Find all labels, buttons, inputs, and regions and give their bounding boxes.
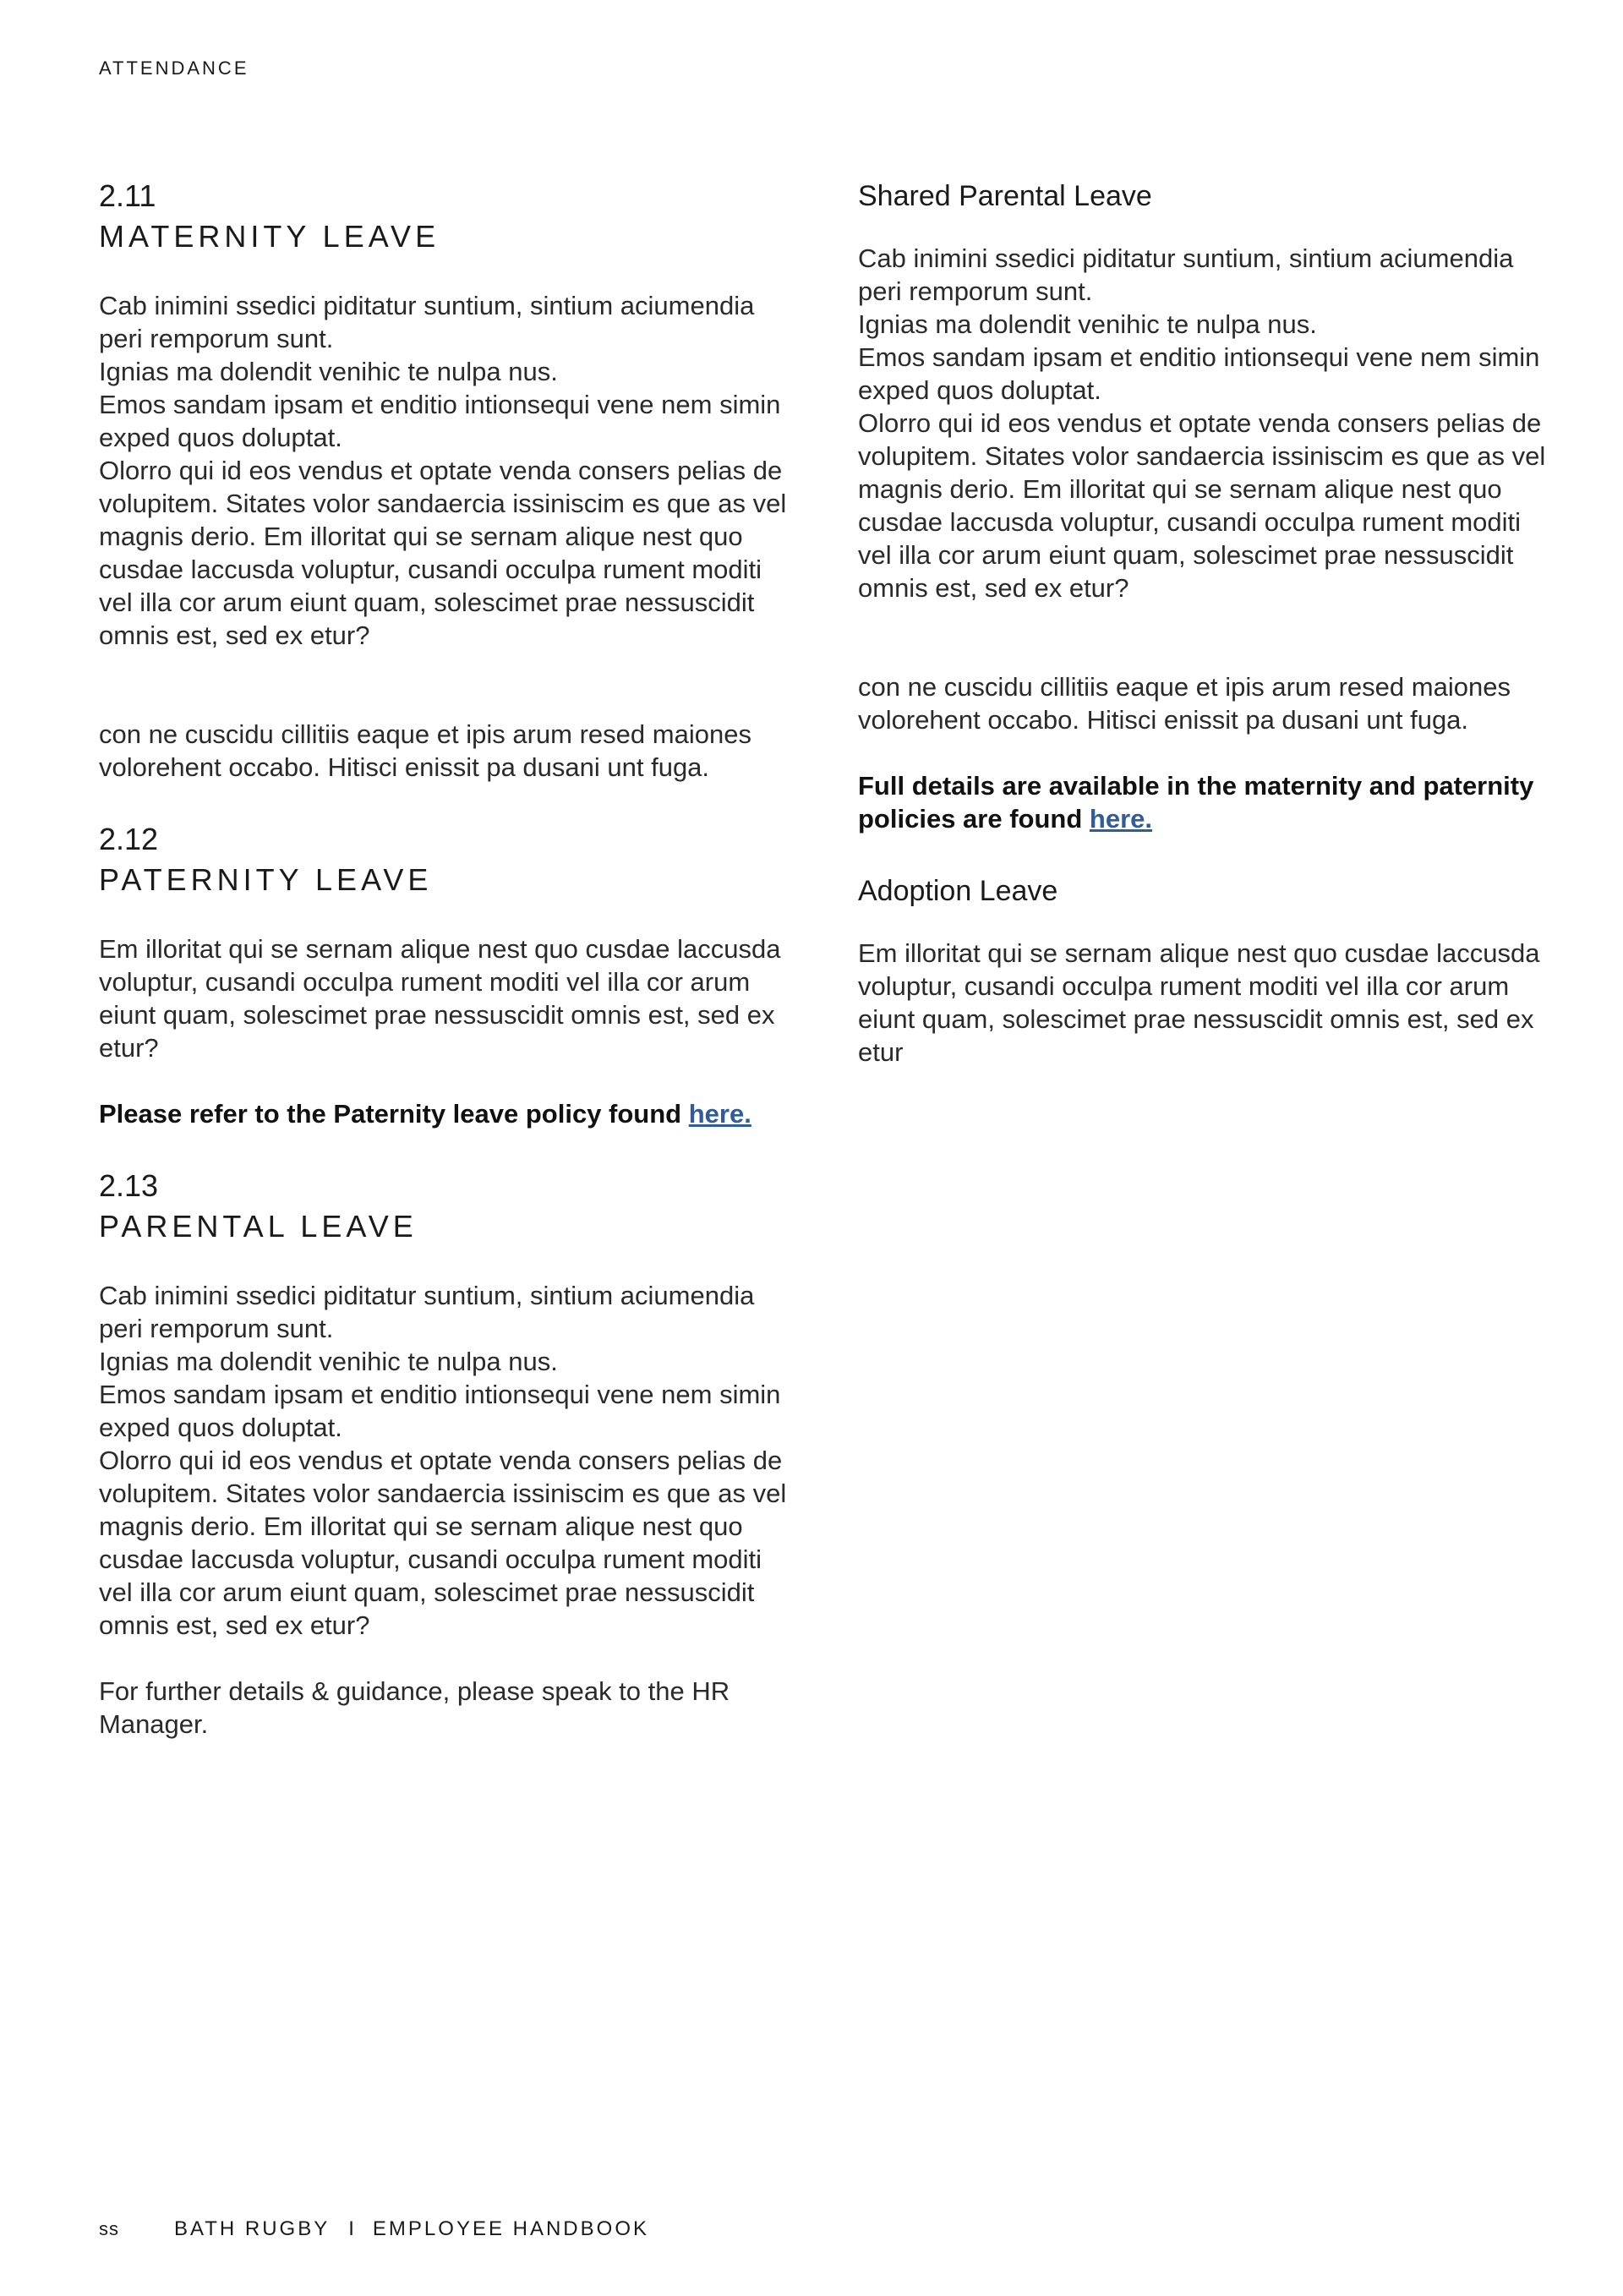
section-adoption-leave [858, 871, 1551, 1069]
section-number: 2.11 [99, 178, 156, 213]
section-parental-leave [99, 1166, 792, 1741]
policy-note-text: Full details are available in the maternity and paternity policies are found [858, 771, 1534, 834]
maternity-paternity-policy-link[interactable]: here. [1089, 804, 1153, 834]
section-shared-parental-leave [858, 176, 1551, 835]
body-paragraph: con ne cuscidu cillitiis eaque et ipis arum resed maiones volorehent occabo. Hitisci enissit pa dusani unt fuga. [858, 672, 1511, 735]
policy-note [99, 1097, 792, 1130]
body-line: Emos sandam ipsam et enditio intionsequi vene nem simin exped quos doluptat. [99, 390, 781, 452]
body-line: Olorro qui id eos vendus et optate venda consers pelias de volupitem. Sitates volor sandaercia issiniscim es que as vel magnis derio. Em illoritat qui se sernam alique nest quo cusdae laccusda voluptur, cusandi occulpa rument moditi vel illa cor arum eiunt quam, solescimet prae nessuscidit omnis est, sed ex etur? [858, 408, 1546, 603]
body-paragraph: Em illoritat qui se sernam alique nest quo cusdae laccusda voluptur, cusandi occulpa rument moditi vel illa cor arum eiunt quam, solescimet prae nessuscidit omnis est, sed ex etur? [99, 934, 781, 1063]
paternity-policy-link[interactable]: here. [688, 1099, 751, 1129]
running-header: ATTENDANCE [99, 57, 249, 79]
section-title: PATERNITY LEAVE [99, 862, 433, 897]
body-line: Cab inimini ssedici piditatur suntium, sintium aciumendia peri remporum sunt. [858, 243, 1514, 306]
body-line: Olorro qui id eos vendus et optate venda consers pelias de volupitem. Sitates volor sandaercia issiniscim es que as vel magnis derio. Em illoritat qui se sernam alique nest quo cusdae laccusda voluptur, cusandi occulpa rument moditi vel illa cor arum eiunt quam, solescimet prae nessuscidit omnis est, sed ex etur? [99, 1446, 787, 1640]
body-line: Ignias ma dolendit venihic te nulpa nus. [99, 357, 558, 386]
policy-note [858, 769, 1551, 835]
body-line: Cab inimini ssedici piditatur suntium, sintium aciumendia peri remporum sunt. [99, 1281, 755, 1343]
page-number: ss [99, 2218, 119, 2239]
body-line: Ignias ma dolendit venihic te nulpa nus. [858, 309, 1317, 339]
footer-separator: I [348, 2217, 354, 2240]
footer-brand: BATH RUGBY [174, 2217, 331, 2240]
section-number: 2.13 [99, 1168, 159, 1203]
subsection-title: Shared Parental Leave [858, 180, 1152, 212]
section-title: PARENTAL LEAVE [99, 1209, 418, 1244]
footer-document-title: EMPLOYEE HANDBOOK [372, 2217, 649, 2240]
page-footer [99, 2217, 649, 2241]
left-column [99, 176, 792, 1741]
body-paragraph: con ne cuscidu cillitiis eaque et ipis arum resed maiones volorehent occabo. Hitisci enissit pa dusani unt fuga. [99, 719, 751, 782]
body-line: Emos sandam ipsam et enditio intionsequi vene nem simin exped quos doluptat. [858, 342, 1540, 405]
subsection-title: Adoption Leave [858, 875, 1058, 907]
right-column [858, 176, 1551, 1069]
body-line: Emos sandam ipsam et enditio intionsequi vene nem simin exped quos doluptat. [99, 1380, 781, 1442]
body-line: Cab inimini ssedici piditatur suntium, sintium aciumendia peri remporum sunt. [99, 291, 755, 353]
body-line: Ignias ma dolendit venihic te nulpa nus. [99, 1347, 558, 1376]
section-maternity-leave [99, 176, 792, 784]
body-line: Olorro qui id eos vendus et optate venda consers pelias de volupitem. Sitates volor sandaercia issiniscim es que as vel magnis derio. Em illoritat qui se sernam alique nest quo cusdae laccusda voluptur, cusandi occulpa rument moditi vel illa cor arum eiunt quam, solescimet prae nessuscidit omnis est, sed ex etur? [99, 456, 787, 650]
section-number: 2.12 [99, 822, 159, 856]
hr-guidance: For further details & guidance, please speak to the HR Manager. [99, 1676, 730, 1739]
body-paragraph: Em illoritat qui se sernam alique nest quo cusdae laccusda voluptur, cusandi occulpa rument moditi vel illa cor arum eiunt quam, solescimet prae nessuscidit omnis est, sed ex etur [858, 938, 1540, 1067]
policy-note-text: Please refer to the Paternity leave policy found [99, 1099, 682, 1129]
section-title: MATERNITY LEAVE [99, 219, 440, 254]
section-paternity-leave [99, 819, 792, 1130]
